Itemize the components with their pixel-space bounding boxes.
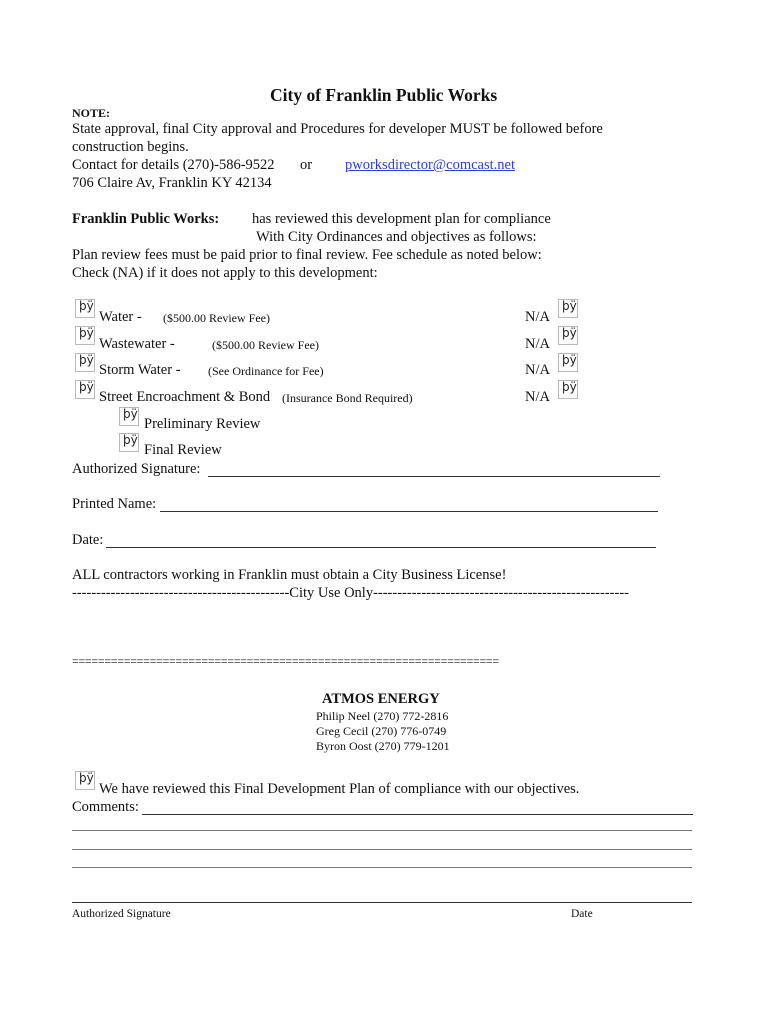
date-field[interactable]	[106, 531, 656, 548]
license-note: ALL contractors working in Franklin must obtain a City Business License!	[72, 567, 507, 583]
street-encroachment-na-checkbox[interactable]	[558, 380, 578, 399]
checkbox-glyph: þÿ	[562, 353, 577, 367]
review-line1: has reviewed this development plan for compliance	[252, 211, 551, 227]
item-street-encroachment-na: N/A	[525, 389, 550, 405]
checkbox-glyph: þÿ	[562, 326, 577, 340]
comments-line-4[interactable]	[72, 867, 692, 868]
contact-or: or	[300, 157, 313, 173]
checkbox-glyph: þÿ	[562, 299, 577, 313]
item-street-encroachment-fee: (Insurance Bond Required)	[282, 391, 413, 405]
atmos-signature-line[interactable]	[72, 902, 692, 903]
note-text-line1: State approval, final City approval and Procedures for developer MUST be followed before	[72, 121, 603, 137]
printed-name-field[interactable]	[160, 495, 658, 512]
page-title: City of Franklin Public Works	[270, 85, 498, 105]
comments-line-2[interactable]	[72, 830, 692, 831]
checkbox-glyph: þÿ	[79, 353, 94, 367]
item-storm-water-name: Storm Water -	[99, 362, 181, 378]
checkbox-glyph: þÿ	[79, 326, 94, 340]
review-line2: With City Ordinances and objectives as follows:	[256, 229, 537, 245]
comments-field[interactable]	[142, 798, 693, 815]
water-na-checkbox[interactable]	[558, 299, 578, 318]
item-water-fee: ($500.00 Review Fee)	[163, 311, 270, 325]
storm-water-checkbox[interactable]	[75, 353, 95, 372]
comments-line-3[interactable]	[72, 849, 692, 850]
checkbox-glyph: þÿ	[79, 771, 94, 785]
atmos-contact-3: Byron Oost (270) 779-1201	[316, 739, 450, 753]
atmos-date-label: Date	[571, 908, 593, 920]
atmos-statement: We have reviewed this Final Development Plan of compliance with our objectives.	[99, 781, 580, 797]
item-storm-water-na: N/A	[525, 362, 550, 378]
street-encroachment-checkbox[interactable]	[75, 380, 95, 399]
date-label: Date:	[72, 532, 104, 548]
separator-line: ==================================================================	[72, 654, 499, 668]
atmos-signature-label: Authorized Signature	[72, 908, 171, 920]
review-label: Franklin Public Works:	[72, 211, 220, 227]
address-text: 706 Claire Av, Franklin KY 42134	[72, 175, 272, 191]
authorized-signature-label: Authorized Signature:	[72, 461, 201, 477]
email-link[interactable]: pworksdirector@comcast.net	[345, 157, 515, 173]
item-storm-water-fee: (See Ordinance for Fee)	[208, 364, 324, 378]
checkbox-glyph: þÿ	[123, 433, 138, 447]
atmos-review-checkbox[interactable]	[75, 771, 95, 790]
review-line3: Plan review fees must be paid prior to final review. Fee schedule as noted below:	[72, 247, 542, 263]
preliminary-review-checkbox[interactable]	[119, 407, 139, 426]
note-label: NOTE:	[72, 106, 111, 120]
atmos-title: ATMOS ENERGY	[322, 691, 440, 707]
contact-text: Contact for details (270)-586-9522	[72, 157, 275, 173]
storm-water-na-checkbox[interactable]	[558, 353, 578, 372]
checkbox-glyph: þÿ	[123, 407, 138, 421]
final-review-checkbox[interactable]	[119, 433, 139, 452]
wastewater-checkbox[interactable]	[75, 326, 95, 345]
wastewater-na-checkbox[interactable]	[558, 326, 578, 345]
authorized-signature-field[interactable]	[208, 460, 660, 477]
item-wastewater-name: Wastewater -	[99, 336, 175, 352]
review-line4: Check (NA) if it does not apply to this development:	[72, 265, 378, 281]
item-wastewater-fee: ($500.00 Review Fee)	[212, 338, 319, 352]
checkbox-glyph: þÿ	[79, 299, 94, 313]
comments-label: Comments:	[72, 799, 139, 815]
checkbox-glyph: þÿ	[79, 380, 94, 394]
item-water-na: N/A	[525, 309, 550, 325]
preliminary-review-label: Preliminary Review	[144, 416, 261, 432]
atmos-contact-1: Philip Neel (270) 772-2816	[316, 709, 449, 723]
water-checkbox[interactable]	[75, 299, 95, 318]
item-street-encroachment-name: Street Encroachment & Bond	[99, 389, 271, 405]
note-text-line2: construction begins.	[72, 139, 189, 155]
item-water-name: Water -	[99, 309, 142, 325]
printed-name-label: Printed Name:	[72, 496, 157, 512]
atmos-contact-2: Greg Cecil (270) 776-0749	[316, 724, 447, 738]
city-use-only: ---------------------------------------------City Use Only-----------------------------------------------------	[72, 585, 629, 601]
checkbox-glyph: þÿ	[562, 380, 577, 394]
item-wastewater-na: N/A	[525, 336, 550, 352]
final-review-label: Final Review	[144, 442, 222, 458]
